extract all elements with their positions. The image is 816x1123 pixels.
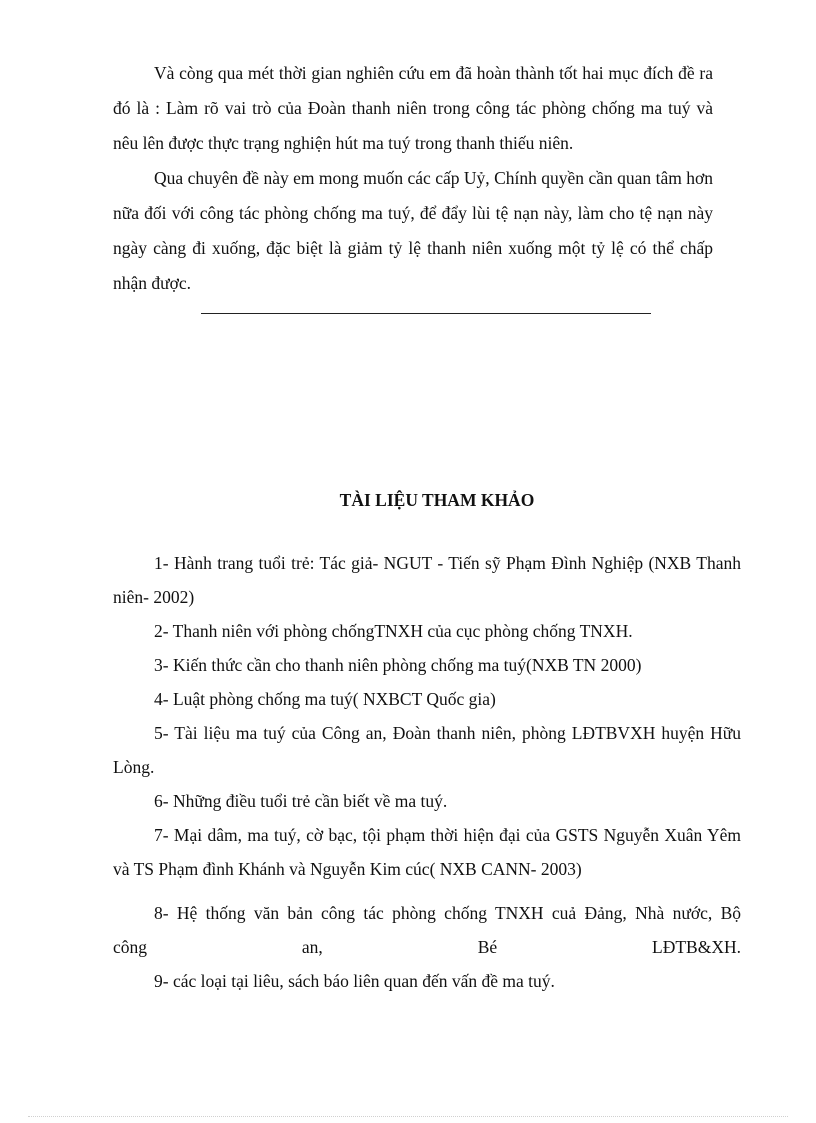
reference-item-4-text: 4- Luật phòng chống ma tuý( NXBCT Quốc gia) (154, 689, 496, 709)
reference-item-9 (113, 964, 741, 998)
reference-item-3-text: 3- Kiến thức cần cho thanh niên phòng chống ma tuý(NXB TN 2000) (154, 655, 642, 675)
reference-item-2 (113, 614, 741, 648)
reference-item-8 (113, 896, 741, 930)
reference-item-8-text: 8- Hệ thống văn bản công tác phòng chống TNXH cuả Đảng, Nhà nước, Bộ (154, 903, 741, 923)
reference-item-1-text: 1- Hành trang tuổi trẻ: Tác giả- NGUT - Tiến sỹ Phạm Đình Nghiệp (NXB Thanh niên- 2002) (113, 553, 741, 607)
section-divider (201, 313, 651, 314)
intro-paragraph-1-text: Và còng qua mét thời gian nghiên cứu em đã hoàn thành tốt hai mục đích đề ra đó là : Làm rõ vai trò của Đoàn thanh niên trong công tác phòng chống ma tuý và nêu lên được thực trạng nghiện hút ma tuý trong thanh thiếu niên. (113, 63, 713, 153)
reference-item-8-line-2 (113, 930, 741, 964)
reference-item-5 (113, 716, 741, 784)
page-bottom-border (28, 1116, 788, 1117)
reference-item-6 (113, 784, 741, 818)
reference-item-1 (113, 546, 741, 614)
intro-paragraph-2-text: Qua chuyên đề này em mong muốn các cấp Uỷ, Chính quyền cần quan tâm hơn nữa đối với công tác phòng chống ma tuý, để đẩy lùi tệ nạn này, làm cho tệ nạn này ngày càng đi xuống, đặc biệt là giảm tỷ lệ thanh niên xuống một tỷ lệ có thể chấp nhận được. (113, 168, 713, 293)
reference-item-8-word-4: LĐTB&XH. (652, 937, 741, 957)
reference-item-5-text: 5- Tài liệu ma tuý của Công an, Đoàn thanh niên, phòng LĐTBVXH huyện Hữu Lòng. (113, 723, 741, 777)
reference-item-7-text: 7- Mại dâm, ma tuý, cờ bạc, tội phạm thời hiện đại của GSTS Nguyễn Xuân Yêm và TS Phạm đình Khánh và Nguyễn Kim cúc( NXB CANN- 2003) (113, 825, 741, 879)
reference-item-4 (113, 682, 741, 716)
reference-item-8-word-3: Bé (477, 937, 498, 957)
reference-item-6-text: 6- Những điều tuổi trẻ cần biết về ma tuý. (154, 791, 448, 811)
reference-item-9-text: 9- các loại tại liêu, sách báo liên quan đến vấn đề ma tuý. (154, 971, 555, 991)
reference-item-8-word-2: an, (301, 937, 323, 957)
intro-paragraph-2 (113, 161, 713, 301)
reference-item-8-word-1: công (113, 937, 148, 957)
references-heading: TÀI LIỆU THAM KHẢO (339, 490, 535, 510)
reference-item-2-text: 2- Thanh niên với phòng chốngTNXH của cục phòng chống TNXH. (154, 621, 633, 641)
intro-paragraph-1 (113, 56, 713, 161)
reference-item-3 (113, 648, 741, 682)
references-list (113, 546, 741, 998)
reference-item-7 (113, 818, 741, 886)
